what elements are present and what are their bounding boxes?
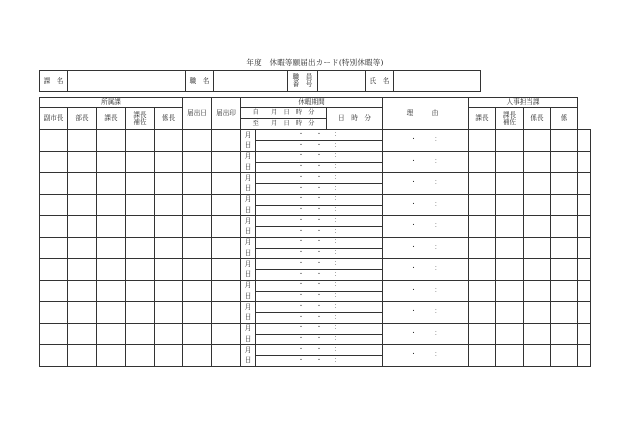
- vice-mayor-cell[interactable]: [40, 130, 68, 152]
- hr-subsection-chief-cell[interactable]: [551, 302, 578, 324]
- reason-cell[interactable]: [469, 259, 496, 281]
- to-datetime-cell[interactable]: ・ ・ ：: [256, 291, 383, 302]
- hr-section-chief-cell[interactable]: [496, 151, 524, 173]
- leave-period-header: 休暇期間: [241, 98, 383, 108]
- hr-section-chief-cell[interactable]: [496, 280, 524, 302]
- table-row: [40, 130, 591, 141]
- hr-subsection-chief-cell[interactable]: [551, 151, 578, 173]
- vice-mayor-cell[interactable]: [40, 173, 68, 195]
- director-cell[interactable]: [68, 259, 97, 281]
- reason-cell[interactable]: [469, 173, 496, 195]
- to-datetime-cell[interactable]: ・ ・ ：: [256, 248, 383, 259]
- hr-subsection-chief-cell[interactable]: [551, 194, 578, 216]
- hr-section-chief-header: 課長: [469, 108, 496, 130]
- assistant-chief-cell[interactable]: [126, 302, 155, 324]
- vice-mayor-cell[interactable]: [40, 345, 68, 367]
- month-mark: 月: [241, 237, 256, 248]
- hr-staff-cell[interactable]: [578, 237, 591, 259]
- hr-staff-cell[interactable]: [578, 173, 591, 195]
- assistant-chief-cell[interactable]: [126, 151, 155, 173]
- section-field[interactable]: [68, 71, 186, 92]
- subsection-chief-cell[interactable]: [155, 173, 183, 195]
- duration-cell[interactable]: ・ ：: [383, 151, 469, 173]
- hr-subsection-chief-cell[interactable]: [551, 130, 578, 152]
- hr-subsection-chief-cell[interactable]: [551, 323, 578, 345]
- assistant-chief-cell[interactable]: [126, 237, 155, 259]
- hr-assistant-chief-cell[interactable]: [524, 173, 551, 195]
- subsection-chief-cell[interactable]: [155, 194, 183, 216]
- subsection-chief-cell[interactable]: [155, 323, 183, 345]
- assistant-chief-cell[interactable]: [126, 194, 155, 216]
- hr-subsection-chief-header: 係長: [524, 108, 551, 130]
- month-mark: 月: [241, 173, 256, 184]
- director-cell[interactable]: [68, 216, 97, 238]
- section-chief-cell[interactable]: [97, 151, 126, 173]
- assistant-chief-cell[interactable]: [126, 130, 155, 152]
- hr-section-chief-cell[interactable]: [496, 216, 524, 238]
- day-mark: 日: [241, 356, 256, 367]
- reason-header: 理 由: [383, 98, 469, 130]
- subsection-chief-cell[interactable]: [155, 345, 183, 367]
- day-mark: 日: [241, 248, 256, 259]
- assistant-chief-cell[interactable]: [126, 345, 155, 367]
- to-datetime-cell[interactable]: ・ ・ ：: [256, 162, 383, 173]
- submit-seal-cell[interactable]: [212, 345, 241, 367]
- duration-cell[interactable]: ・ ：: [383, 130, 469, 152]
- employee-number-label-line1: 職 員: [292, 73, 313, 82]
- director-cell[interactable]: [68, 173, 97, 195]
- director-cell[interactable]: [68, 130, 97, 152]
- reason-cell[interactable]: [469, 323, 496, 345]
- duration-cell[interactable]: ・ ：: [383, 345, 469, 367]
- hr-subsection-chief-cell[interactable]: [551, 280, 578, 302]
- hr-assistant-chief-header: [496, 108, 524, 130]
- hr-assistant-chief-cell[interactable]: [524, 194, 551, 216]
- submit-seal-cell[interactable]: [212, 151, 241, 173]
- reason-cell[interactable]: [469, 345, 496, 367]
- hr-assistant-chief-cell[interactable]: [524, 345, 551, 367]
- submit-date-cell[interactable]: [183, 323, 212, 345]
- employee-number-label: [288, 71, 318, 92]
- hr-section-chief-cell[interactable]: [496, 259, 524, 281]
- reason-cell[interactable]: [469, 130, 496, 152]
- subsection-chief-cell[interactable]: [155, 259, 183, 281]
- duration-cell[interactable]: ・ ：: [383, 323, 469, 345]
- day-mark: 日: [241, 205, 256, 216]
- subsection-chief-cell[interactable]: [155, 302, 183, 324]
- duration-cell[interactable]: ・ ：: [383, 280, 469, 302]
- submit-seal-cell[interactable]: [212, 130, 241, 152]
- table-row: [40, 237, 591, 248]
- day-mark: 日: [241, 270, 256, 281]
- day-mark: 日: [241, 141, 256, 152]
- reason-cell[interactable]: [469, 302, 496, 324]
- from-datetime-cell[interactable]: ・ ・ ：: [256, 302, 383, 313]
- vice-mayor-header: 副市長: [40, 108, 68, 130]
- submit-date-cell[interactable]: [183, 216, 212, 238]
- assistant-chief-cell[interactable]: [126, 259, 155, 281]
- from-datetime-cell[interactable]: ・ ・ ：: [256, 173, 383, 184]
- reason-cell[interactable]: [469, 151, 496, 173]
- submit-date-cell[interactable]: [183, 194, 212, 216]
- duration-cell[interactable]: ・ ：: [383, 237, 469, 259]
- duration-cell[interactable]: ・ ：: [383, 216, 469, 238]
- to-datetime-cell[interactable]: ・ ・ ：: [256, 313, 383, 324]
- hr-subsection-chief-cell[interactable]: [551, 173, 578, 195]
- to-datetime-cell[interactable]: ・ ・ ：: [256, 184, 383, 195]
- hr-staff-cell[interactable]: [578, 280, 591, 302]
- reason-cell[interactable]: [469, 280, 496, 302]
- assistant-chief-line1: 課長: [133, 110, 147, 119]
- submit-date-cell[interactable]: [183, 280, 212, 302]
- vice-mayor-cell[interactable]: [40, 323, 68, 345]
- period-to-header: 至 月 日 時 分: [241, 119, 327, 130]
- from-datetime-cell[interactable]: ・ ・ ：: [256, 237, 383, 248]
- table-row: [40, 345, 591, 356]
- day-mark: 日: [241, 162, 256, 173]
- applicant-info-table: [39, 70, 481, 92]
- table-row: [40, 173, 591, 184]
- subsection-chief-header: 係長: [155, 108, 183, 130]
- hr-staff-header: 係: [551, 108, 578, 130]
- from-datetime-cell[interactable]: ・ ・ ：: [256, 194, 383, 205]
- hr-section-chief-cell[interactable]: [496, 130, 524, 152]
- employee-number-label-line2: 番 号: [292, 80, 313, 88]
- submit-date-cell[interactable]: [183, 173, 212, 195]
- section-chief-cell[interactable]: [97, 323, 126, 345]
- section-chief-cell[interactable]: [97, 259, 126, 281]
- hr-section-chief-cell[interactable]: [496, 302, 524, 324]
- vice-mayor-cell[interactable]: [40, 302, 68, 324]
- duration-cell[interactable]: ・ ：: [383, 302, 469, 324]
- day-mark: 日: [241, 184, 256, 195]
- submit-date-cell[interactable]: [183, 151, 212, 173]
- affiliation-header: 所属課: [40, 98, 183, 108]
- submit-seal-cell[interactable]: [212, 237, 241, 259]
- assistant-chief-header: [126, 108, 155, 130]
- from-datetime-cell[interactable]: ・ ・ ：: [256, 323, 383, 334]
- table-row: [40, 194, 591, 205]
- hr-section-chief-cell[interactable]: [496, 345, 524, 367]
- month-mark: 月: [241, 130, 256, 141]
- name-field[interactable]: [394, 71, 481, 92]
- section-chief-cell[interactable]: [97, 194, 126, 216]
- subsection-chief-cell[interactable]: [155, 216, 183, 238]
- vice-mayor-cell[interactable]: [40, 280, 68, 302]
- name-label: 氏 名: [366, 71, 394, 92]
- hr-section-chief-cell[interactable]: [496, 194, 524, 216]
- employee-number-field[interactable]: [318, 71, 366, 92]
- submit-seal-cell[interactable]: [212, 259, 241, 281]
- submit-seal-cell[interactable]: [212, 173, 241, 195]
- hr-staff-cell[interactable]: [578, 345, 591, 367]
- position-label: 職 名: [186, 71, 214, 92]
- submit-date-cell[interactable]: [183, 237, 212, 259]
- form-title: 年度 休暇等願届出カード(特別休暇等): [246, 58, 384, 67]
- submit-seal-cell[interactable]: [212, 302, 241, 324]
- assistant-chief-cell[interactable]: [126, 323, 155, 345]
- assistant-chief-cell[interactable]: [126, 216, 155, 238]
- vice-mayor-cell[interactable]: [40, 194, 68, 216]
- hr-assistant-chief-cell[interactable]: [524, 130, 551, 152]
- hr-header: 人事担当課: [469, 98, 578, 108]
- director-cell[interactable]: [68, 151, 97, 173]
- director-header: 部長: [68, 108, 97, 130]
- day-mark: 日: [241, 227, 256, 238]
- director-cell[interactable]: [68, 323, 97, 345]
- director-cell[interactable]: [68, 345, 97, 367]
- position-field[interactable]: [214, 71, 288, 92]
- table-row: [40, 323, 591, 334]
- submit-date-cell[interactable]: [183, 259, 212, 281]
- hr-staff-cell[interactable]: [578, 323, 591, 345]
- duration-cell[interactable]: ・ ：: [383, 173, 469, 195]
- director-cell[interactable]: [68, 280, 97, 302]
- table-row: [40, 216, 591, 227]
- hr-subsection-chief-cell[interactable]: [551, 345, 578, 367]
- month-mark: 月: [241, 216, 256, 227]
- table-row: [40, 280, 591, 291]
- duration-header: 日 時 分: [327, 108, 383, 130]
- section-chief-cell[interactable]: [97, 280, 126, 302]
- submit-date-header: 届出日: [183, 98, 212, 130]
- from-datetime-cell[interactable]: ・ ・ ：: [256, 280, 383, 291]
- leave-request-table: [39, 97, 591, 367]
- submit-seal-header: 届出印: [212, 98, 241, 130]
- to-datetime-cell[interactable]: ・ ・ ：: [256, 205, 383, 216]
- hr-assistant-chief-cell[interactable]: [524, 237, 551, 259]
- to-datetime-cell[interactable]: ・ ・ ：: [256, 227, 383, 238]
- month-mark: 月: [241, 151, 256, 162]
- hr-assistant-chief-cell[interactable]: [524, 216, 551, 238]
- from-datetime-cell[interactable]: ・ ・ ：: [256, 151, 383, 162]
- month-mark: 月: [241, 302, 256, 313]
- table-row: [40, 302, 591, 313]
- month-mark: 月: [241, 345, 256, 356]
- hr-section-chief-cell[interactable]: [496, 173, 524, 195]
- subsection-chief-cell[interactable]: [155, 130, 183, 152]
- section-chief-cell[interactable]: [97, 216, 126, 238]
- hr-assistant-line1: 課長: [502, 110, 517, 119]
- hr-staff-cell[interactable]: [578, 216, 591, 238]
- director-cell[interactable]: [68, 237, 97, 259]
- submit-date-cell[interactable]: [183, 345, 212, 367]
- hr-section-chief-cell[interactable]: [496, 323, 524, 345]
- to-datetime-cell[interactable]: ・ ・ ：: [256, 270, 383, 281]
- section-chief-cell[interactable]: [97, 173, 126, 195]
- director-cell[interactable]: [68, 194, 97, 216]
- section-chief-cell[interactable]: [97, 302, 126, 324]
- to-datetime-cell[interactable]: ・ ・ ：: [256, 356, 383, 367]
- hr-assistant-chief-cell[interactable]: [524, 280, 551, 302]
- subsection-chief-cell[interactable]: [155, 237, 183, 259]
- section-chief-header: 課長: [97, 108, 126, 130]
- assistant-chief-line2: 補佐: [133, 117, 147, 126]
- hr-staff-cell[interactable]: [578, 130, 591, 152]
- reason-cell[interactable]: [469, 237, 496, 259]
- hr-assistant-chief-cell[interactable]: [524, 151, 551, 173]
- hr-staff-cell[interactable]: [578, 151, 591, 173]
- vice-mayor-cell[interactable]: [40, 216, 68, 238]
- vice-mayor-cell[interactable]: [40, 237, 68, 259]
- director-cell[interactable]: [68, 302, 97, 324]
- month-mark: 月: [241, 194, 256, 205]
- to-datetime-cell[interactable]: ・ ・ ：: [256, 141, 383, 152]
- hr-subsection-chief-cell[interactable]: [551, 237, 578, 259]
- month-mark: 月: [241, 280, 256, 291]
- day-mark: 日: [241, 313, 256, 324]
- submit-seal-cell[interactable]: [212, 216, 241, 238]
- submit-seal-cell[interactable]: [212, 194, 241, 216]
- month-mark: 月: [241, 323, 256, 334]
- month-mark: 月: [241, 259, 256, 270]
- hr-assistant-chief-cell[interactable]: [524, 323, 551, 345]
- from-datetime-cell[interactable]: ・ ・ ：: [256, 259, 383, 270]
- hr-assistant-chief-cell[interactable]: [524, 302, 551, 324]
- hr-subsection-chief-cell[interactable]: [551, 216, 578, 238]
- from-datetime-cell[interactable]: ・ ・ ：: [256, 345, 383, 356]
- hr-subsection-chief-cell[interactable]: [551, 259, 578, 281]
- submit-seal-cell[interactable]: [212, 280, 241, 302]
- table-row: [40, 259, 591, 270]
- submit-seal-cell[interactable]: [212, 323, 241, 345]
- duration-cell[interactable]: ・ ：: [383, 194, 469, 216]
- section-label: 課 名: [40, 71, 68, 92]
- section-chief-cell[interactable]: [97, 345, 126, 367]
- vice-mayor-cell[interactable]: [40, 259, 68, 281]
- duration-cell[interactable]: ・ ：: [383, 259, 469, 281]
- table-row: [40, 151, 591, 162]
- from-datetime-cell[interactable]: ・ ・ ：: [256, 216, 383, 227]
- hr-section-chief-cell[interactable]: [496, 237, 524, 259]
- hr-staff-cell[interactable]: [578, 302, 591, 324]
- subsection-chief-cell[interactable]: [155, 280, 183, 302]
- to-datetime-cell[interactable]: ・ ・ ：: [256, 334, 383, 345]
- hr-assistant-chief-cell[interactable]: [524, 259, 551, 281]
- hr-staff-cell[interactable]: [578, 259, 591, 281]
- submit-date-cell[interactable]: [183, 302, 212, 324]
- from-datetime-cell[interactable]: ・ ・ ：: [256, 130, 383, 141]
- assistant-chief-cell[interactable]: [126, 280, 155, 302]
- submit-date-cell[interactable]: [183, 130, 212, 152]
- period-from-header: 自 月 日 時 分: [241, 108, 327, 119]
- day-mark: 日: [241, 291, 256, 302]
- vice-mayor-cell[interactable]: [40, 151, 68, 173]
- assistant-chief-cell[interactable]: [126, 173, 155, 195]
- hr-assistant-line2: 補佐: [502, 117, 517, 126]
- reason-cell[interactable]: [469, 216, 496, 238]
- reason-cell[interactable]: [469, 194, 496, 216]
- section-chief-cell[interactable]: [97, 130, 126, 152]
- day-mark: 日: [241, 334, 256, 345]
- hr-staff-cell[interactable]: [578, 194, 591, 216]
- section-chief-cell[interactable]: [97, 237, 126, 259]
- subsection-chief-cell[interactable]: [155, 151, 183, 173]
